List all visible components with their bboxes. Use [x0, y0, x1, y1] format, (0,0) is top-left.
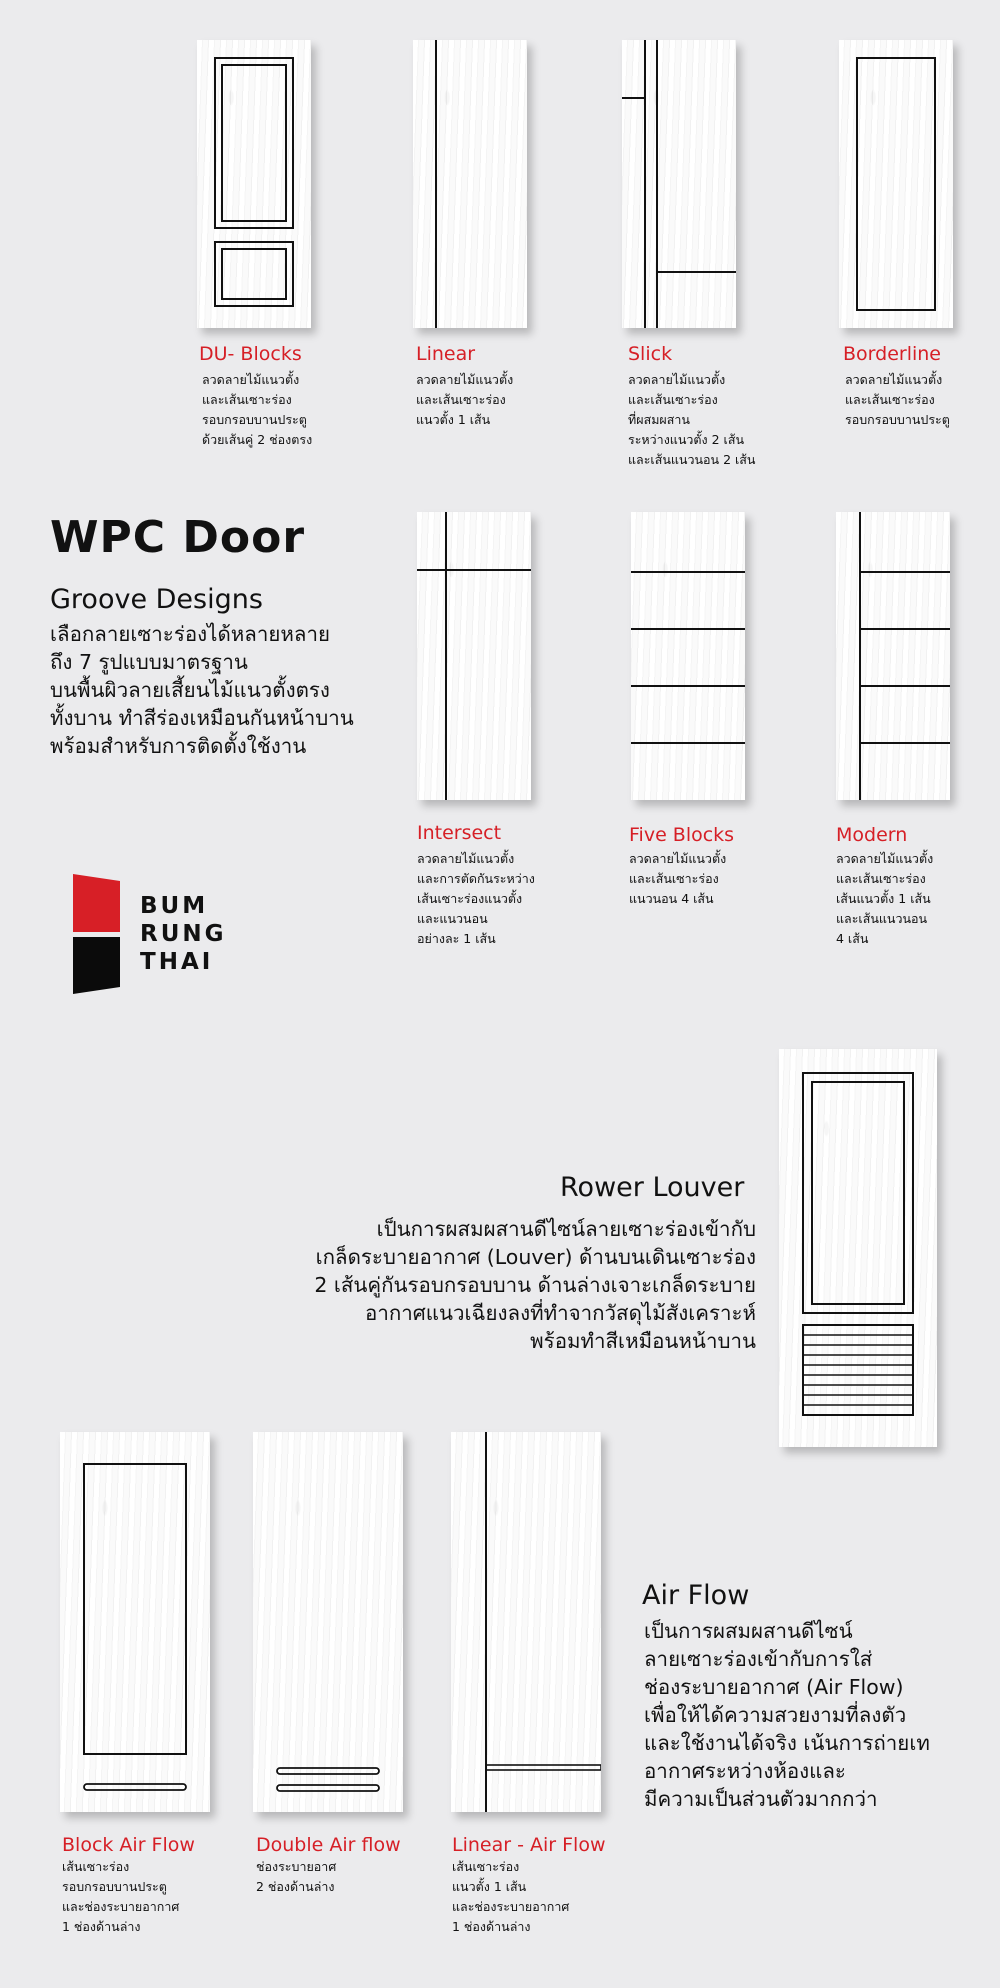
- five-blocks-grooves: [631, 512, 745, 800]
- design-desc-du-blocks: ลวดลายไม้แนวตั้ง และเส้นเซาะร่อง รอบกรอบบานประตู ด้วยเส้นคู่ 2 ช่องตรง: [202, 372, 313, 447]
- door-double-air-flow: [253, 1432, 403, 1812]
- rower-louver-text: เป็นการผสมผสานดีไซน์ลายเซาะร่องเข้ากับ เกล็ดระบายอากาศ (Louver) ด้านบนเดินเซาะร่อง 2 เส้นคู่กันรอบกรอบบาน ด้านล่างเจาะเกล็ดระบาย อากาศแนวเฉียงลงที่ทำจากวัสดุไม้สังเคราะห์ พร้อมทำสีเหมือนหน้าบาน: [314, 1217, 756, 1353]
- rower-louver-grooves: [779, 1049, 937, 1447]
- design-name-modern: Modern: [836, 824, 908, 846]
- door-du-blocks: [197, 40, 311, 328]
- door-linear-air-flow: [451, 1432, 601, 1812]
- door-block-air-flow: [60, 1432, 210, 1812]
- door-linear: [413, 40, 527, 328]
- door-rower-louver: [779, 1049, 937, 1447]
- double-air-flow-grooves: [253, 1432, 403, 1812]
- design-name-block-air-flow: Block Air Flow: [62, 1834, 195, 1856]
- intersect-grooves: [417, 512, 531, 800]
- du-blocks-grooves: [197, 40, 311, 328]
- door-five-blocks: [631, 512, 745, 800]
- design-name-linear: Linear: [416, 343, 476, 365]
- design-desc-five-blocks: ลวดลายไม้แนวตั้ง และเส้นเซาะร่อง แนวนอน 4 เส้น: [629, 851, 727, 906]
- logo-text: BUM RUNG THAI: [140, 893, 227, 975]
- page-subtitle: Groove Designs: [50, 584, 263, 615]
- design-desc-block-air-flow: เส้นเซาะร่อง รอบกรอบบานประตู และช่องระบายอากาศ 1 ช่องด้านล่าง: [62, 1859, 180, 1934]
- rower-louver-title: Rower Louver: [560, 1172, 745, 1203]
- door-slick: [622, 40, 736, 328]
- design-desc-intersect: ลวดลายไม้แนวตั้ง และการตัดกันระหว่าง เส้นเซาะร่องแนวตั้ง และแนวนอน อย่างละ 1 เส้น: [417, 851, 535, 946]
- design-desc-linear-air-flow: เส้นเซาะร่อง แนวตั้ง 1 เส้น และช่องระบายอากาศ 1 ช่องด้านล่าง: [452, 1859, 570, 1934]
- door-intersect: [417, 512, 531, 800]
- block-air-flow-grooves: [60, 1432, 210, 1812]
- page-title: WPC Door: [50, 512, 306, 563]
- linear-groove: [413, 40, 527, 328]
- design-name-du-blocks: DU- Blocks: [199, 343, 302, 365]
- modern-grooves: [836, 512, 950, 800]
- design-name-five-blocks: Five Blocks: [629, 824, 735, 846]
- logo-mark-icon: [70, 874, 124, 994]
- design-name-double-air-flow: Double Air flow: [256, 1834, 401, 1856]
- air-flow-title: Air Flow: [642, 1580, 750, 1611]
- air-flow-text: เป็นการผสมผสานดีไซน์ ลายเซาะร่องเข้ากับการใส่ ช่องระบายอากาศ (Air Flow) เพื่อให้ได้ความสวยงามที่ลงตัว และใช้งานได้จริง เน้นการถ่ายเท อากาศระหว่างห้องและ มีความเป็นส่วนตัวมากกว่า: [644, 1619, 930, 1811]
- slick-grooves: [622, 40, 736, 328]
- design-desc-borderline: ลวดลายไม้แนวตั้ง และเส้นเซาะร่อง รอบกรอบบานประตู: [845, 372, 950, 427]
- linear-air-flow-grooves: [451, 1432, 601, 1812]
- design-desc-double-air-flow: ช่องระบายอาศ 2 ช่องด้านล่าง: [256, 1859, 337, 1894]
- brand-logo: [70, 874, 250, 994]
- intro-text: เลือกลายเซาะร่องได้หลายหลาย ถึง 7 รูปแบบมาตรฐาน บนพื้นผิวลายเสี้ยนไม้แนวตั้งตรง ทั้งบาน ทำสีร่องเหมือนกันหน้าบาน พร้อมสำหรับการติดตั้งใช้งาน: [50, 622, 354, 758]
- design-desc-slick: ลวดลายไม้แนวตั้ง และเส้นเซาะร่อง ที่ผสมผสาน ระหว่างแนวตั้ง 2 เส้น และเส้นแนวนอน 2 เส้น: [628, 372, 756, 467]
- borderline-groove: [839, 40, 953, 328]
- design-name-slick: Slick: [628, 343, 673, 365]
- door-modern: [836, 512, 950, 800]
- design-name-intersect: Intersect: [417, 822, 502, 844]
- design-name-borderline: Borderline: [843, 343, 941, 365]
- design-name-linear-air-flow: Linear - Air Flow: [452, 1834, 606, 1856]
- door-borderline: [839, 40, 953, 328]
- design-desc-linear: ลวดลายไม้แนวตั้ง และเส้นเซาะร่อง แนวตั้ง 1 เส้น: [416, 372, 514, 427]
- design-desc-modern: ลวดลายไม้แนวตั้ง และเส้นเซาะร่อง เส้นแนวตั้ง 1 เส้น และเส้นแนวนอน 4 เส้น: [836, 851, 934, 946]
